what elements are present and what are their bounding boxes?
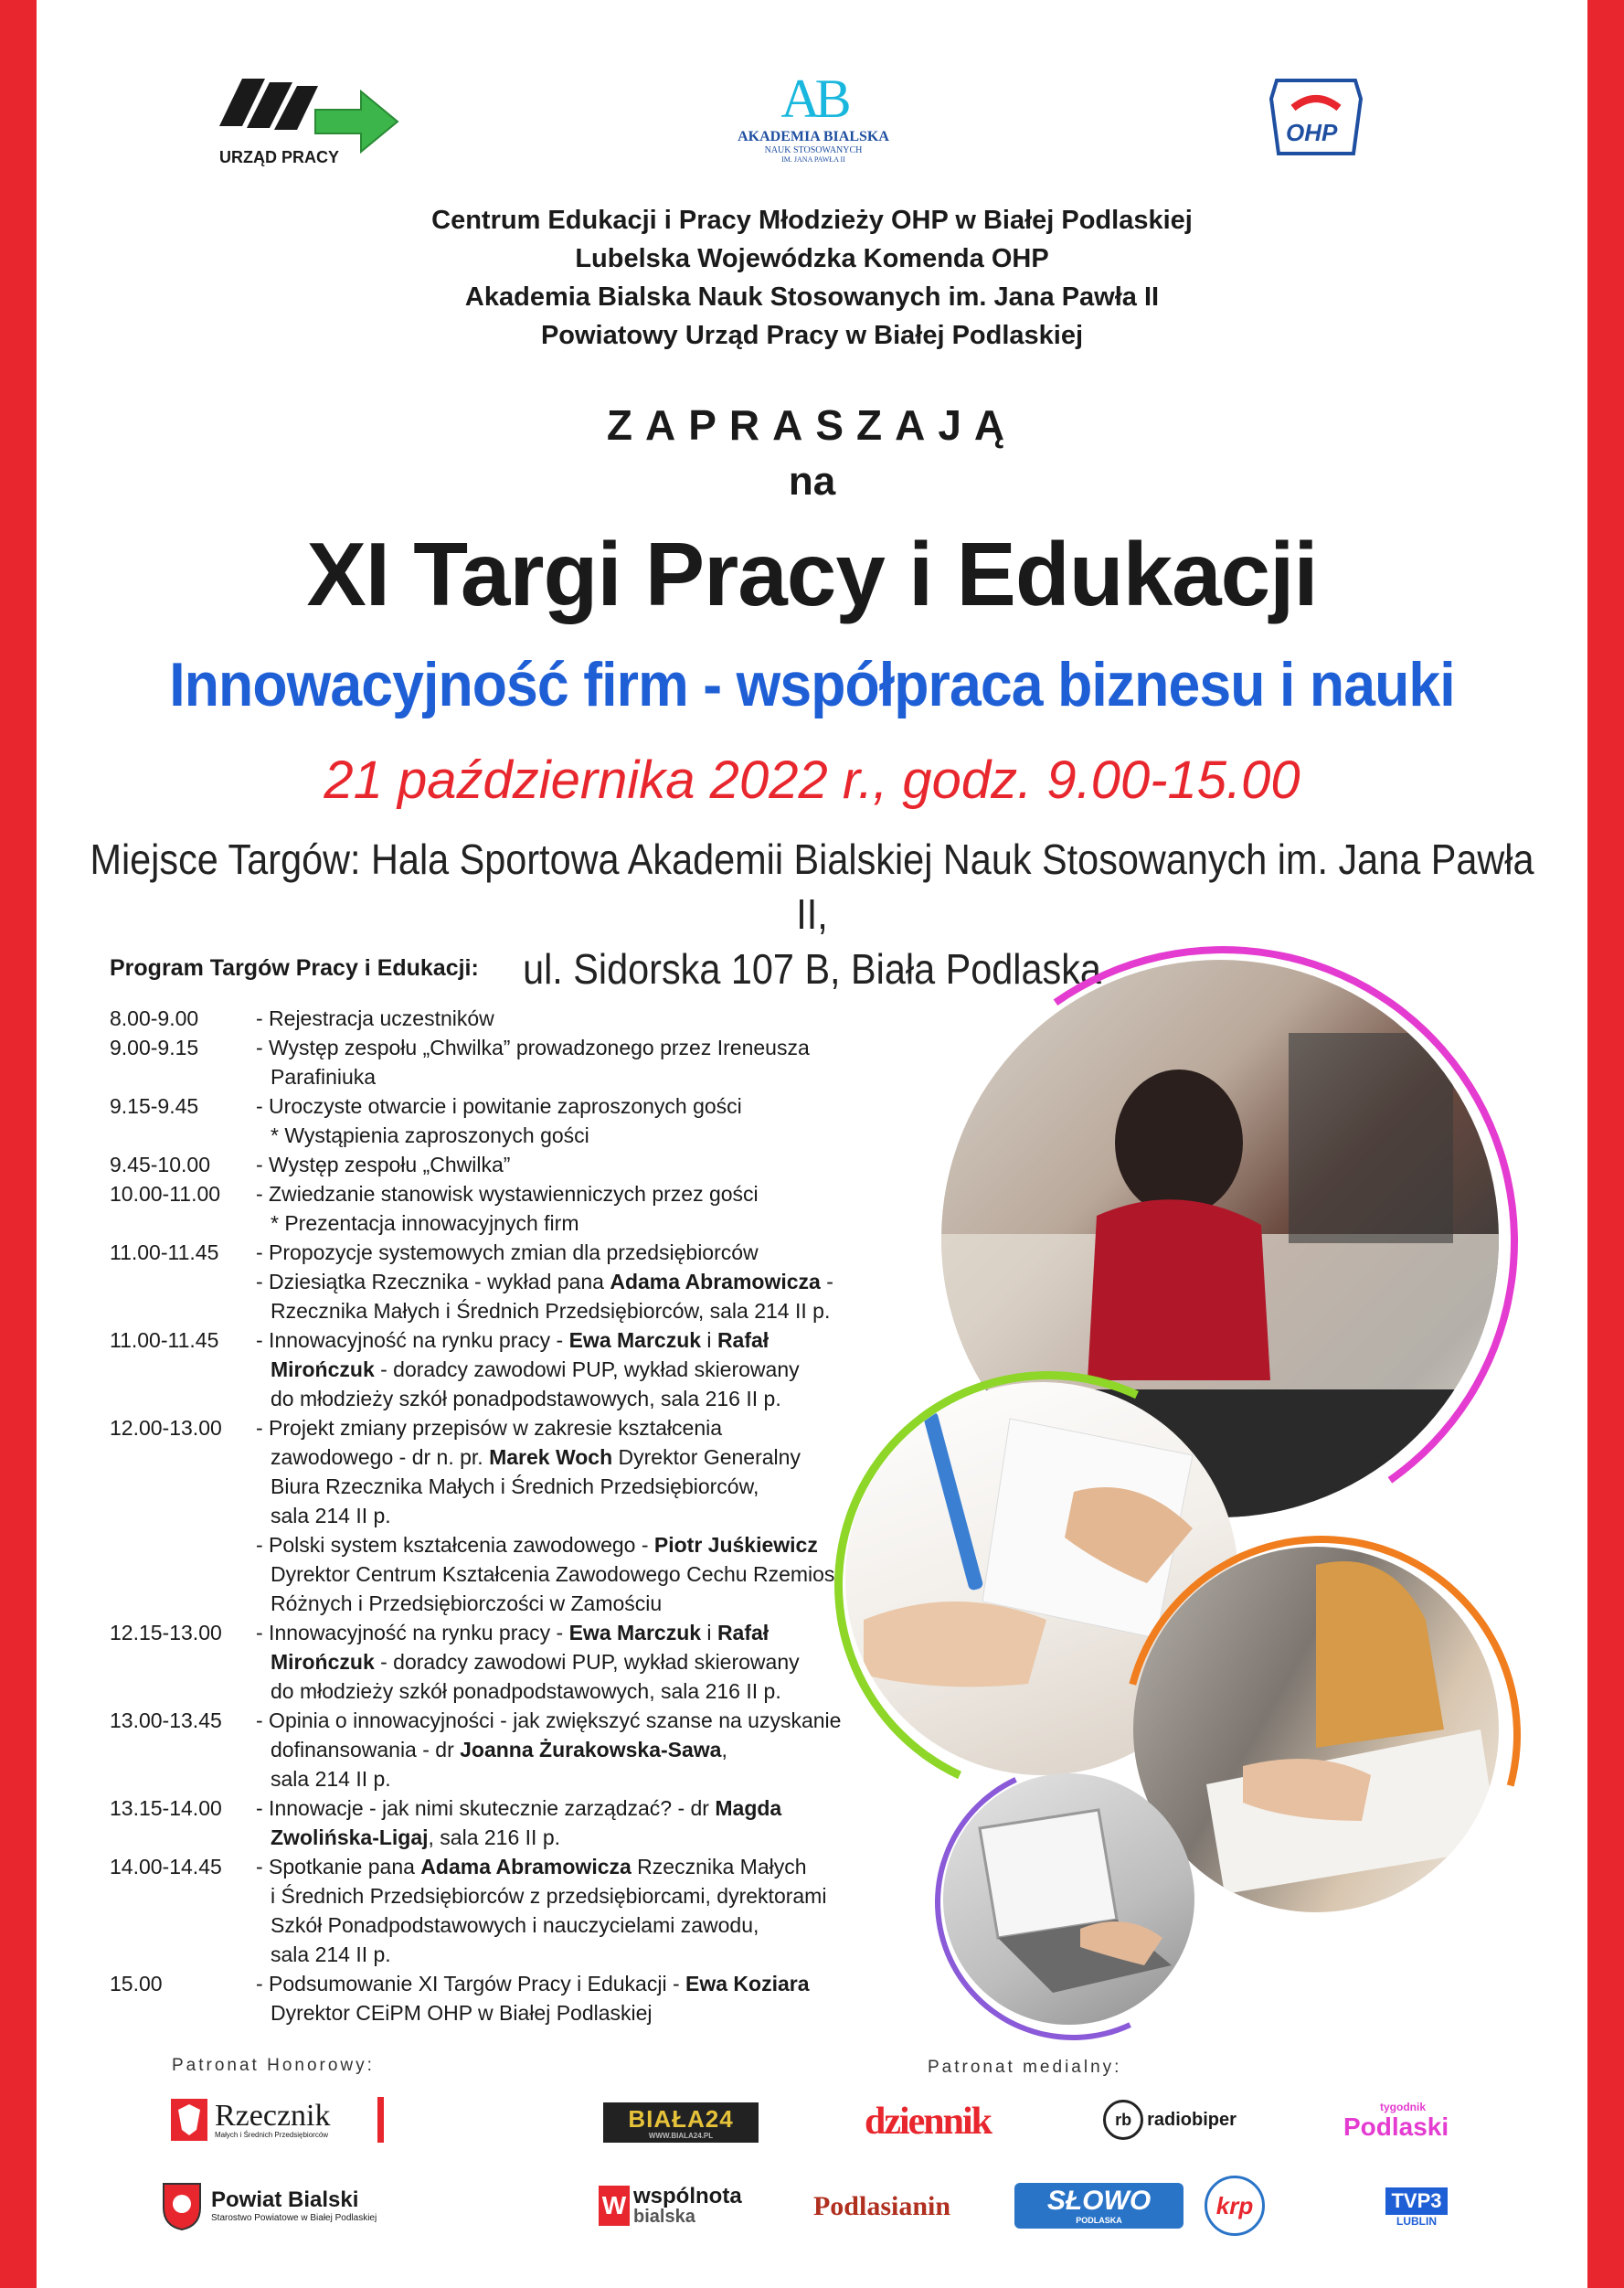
powiat-logo xyxy=(160,2177,407,2234)
program-row xyxy=(110,1413,914,1618)
patron-medialny-label: Patronat medialny: xyxy=(928,2058,1122,2077)
powiat-crest-icon xyxy=(160,2180,204,2231)
akademia-sub2: IM. JANA PAWŁA II xyxy=(781,155,845,164)
program-row xyxy=(110,1004,914,1033)
wspolnota-name: wspólnota xyxy=(633,2184,742,2208)
program-description: - Projekt zmiany przepisów w zakresie kształcenia zawodowego - dr n. pr. Marek Woch Dyrektor Generalny Biura Rzecznika Małych i Średnich Przedsiębiorców, sala 214 II p. - Polski system kształcenia zawodowego - Piotr Juśkiewicz Dyrektor Centrum Kształcenia Zawodowego Cechu Rzemiosł Różnych i Przedsiębiorczości w Zamościu xyxy=(256,1416,840,1615)
radiobiper-mark: rb xyxy=(1103,2100,1143,2140)
photo-laptop xyxy=(943,1773,1194,2025)
program-row xyxy=(110,1969,914,2027)
program-row xyxy=(110,1706,914,1793)
wspolnota-sub: bialska xyxy=(633,2207,695,2227)
program-description: - Występ zespołu „Chwilka” xyxy=(256,1153,511,1176)
ohp-icon xyxy=(1266,71,1366,163)
tvp-sub: LUBLIN xyxy=(1396,2215,1437,2228)
urzad-pracy-logo xyxy=(210,71,402,172)
slowo-podlasia-logo xyxy=(1014,2183,1184,2229)
program-description: - Zwiedzanie stanowisk wystawienniczych przez gości * Prezentacja innowacyjnych firm xyxy=(256,1182,759,1235)
program-row xyxy=(110,1852,914,1969)
rzecznik-logo xyxy=(169,2093,384,2146)
program-time: 8.00-9.00 xyxy=(110,1006,199,1030)
powiat-name: Powiat Bialski xyxy=(211,2187,359,2213)
program-description: - Innowacyjność na rynku pracy - Ewa Marczuk i Rafał Mirończuk - doradcy zawodowi PUP, wykład skierowany do młodzieży szkół ponadpodstawowych, sala 216 II p. xyxy=(256,1328,800,1410)
patron-honorowy-label: Patronat Honorowy: xyxy=(172,2056,375,2075)
podlaski-name: Podlaski xyxy=(1343,2112,1449,2141)
program-row xyxy=(110,1033,914,1091)
program-description: - Rejestracja uczestników xyxy=(256,1006,494,1030)
organizer-4: Powiatowy Urząd Pracy w Białej Podlaskiej xyxy=(540,321,1084,350)
wspolnota-mark: W xyxy=(599,2186,630,2226)
rzecznik-sub: Małych i Średnich Przedsiębiorców xyxy=(215,2131,329,2139)
event-subtitle: Innowacyjność firm - współpraca biznesu i nauki xyxy=(169,650,1455,719)
program-row xyxy=(110,1091,914,1150)
program-description: - Opinia o innowacyjności - jak zwiększyć szanse na uzyskanie dofinansowania - dr Joanna Żurakowska-Sawa, sala 214 II p. xyxy=(256,1708,842,1791)
organizers xyxy=(0,201,1624,355)
program-time: 11.00-11.45 xyxy=(110,1240,219,1264)
organizer-2: Lubelska Wojewódzka Komenda OHP xyxy=(575,244,1049,273)
radiobiper-logo xyxy=(1092,2099,1247,2141)
event-title: XI Targi Pracy i Edukacji xyxy=(306,524,1318,624)
program-row xyxy=(110,1179,914,1238)
program-row xyxy=(110,1325,914,1413)
powiat-sub: Starostwo Powiatowe w Białej Podlaskiej xyxy=(211,2212,377,2223)
program-time: 14.00-14.45 xyxy=(110,1855,222,1878)
slowo-name: SŁOWO xyxy=(1046,2186,1152,2216)
krp-logo: krp xyxy=(1205,2176,1265,2236)
na-word: na xyxy=(788,459,836,504)
program-time: 11.00-11.45 xyxy=(110,1328,219,1352)
event-date: 21 października 2022 r., godz. 9.00-15.00 xyxy=(324,750,1300,810)
program-description: - Innowacje - jak nimi skutecznie zarządzać? - dr Magda Zwolińska-Ligaj, sala 216 II p. xyxy=(256,1796,782,1849)
tvp3-logo xyxy=(1380,2181,1453,2234)
program-heading: Program Targów Pracy i Edukacji: xyxy=(110,955,479,981)
tvp-name: TVP3 xyxy=(1385,2187,1447,2215)
ohp-label: OHP xyxy=(1286,119,1338,146)
akademia-name: AKADEMIA BIALSKA xyxy=(738,129,889,144)
program-time: 12.15-13.00 xyxy=(110,1621,222,1644)
tygodnik-podlaski-logo xyxy=(1343,2095,1462,2146)
akademia-logo xyxy=(722,69,905,174)
podlasianin-logo: Podlasianin xyxy=(812,2191,951,2221)
rzecznik-name: Rzecznik xyxy=(215,2099,331,2133)
program-time: 13.15-14.00 xyxy=(110,1796,222,1820)
program-row xyxy=(110,1238,914,1325)
rzecznik-bar xyxy=(377,2097,384,2143)
organizer-1: Centrum Edukacji i Pracy Młodzieży OHP w Białej Podlaskiej xyxy=(431,206,1193,235)
place-line-1: Miejsce Targów: Hala Sportowa Akademii Bialskiej Nauk Stosowanych im. Jana Pawła II, xyxy=(90,835,1534,938)
organizer-3: Akademia Bialska Nauk Stosowanych im. Jana Pawła II xyxy=(464,282,1160,312)
radiobiper-name: radiobiper xyxy=(1147,2109,1237,2130)
program-description: - Występ zespołu „Chwilka” prowadzonego przez Ireneusza Parafiniuka xyxy=(256,1036,810,1089)
invite-heading: ZAPRASZAJĄ xyxy=(606,401,1018,449)
program-time: 9.00-9.15 xyxy=(110,1036,199,1059)
akademia-mark: AB xyxy=(780,69,846,129)
slowo-sub: PODLASKA xyxy=(1076,2216,1122,2225)
program-time: 12.00-13.00 xyxy=(110,1416,222,1440)
program-time: 9.45-10.00 xyxy=(110,1153,210,1176)
program-time: 15.00 xyxy=(110,1972,163,1995)
program-row xyxy=(110,1150,914,1179)
program-description: - Spotkanie pana Adama Abramowicza Rzecznika Małych i Średnich Przedsiębiorców z przedsiębiorcami, dyrektorami Szkół Ponadpodstawowych i nauczycielami zawodu, sala 214 II p. xyxy=(256,1855,827,1966)
biala24-name: BIAŁA24 xyxy=(628,2104,734,2133)
program-description: - Uroczyste otwarcie i powitanie zaproszonych gości * Wystąpienia zaproszonych gości xyxy=(256,1094,742,1147)
program-description: - Innowacyjność na rynku pracy - Ewa Marczuk i Rafał Mirończuk - doradcy zawodowi PUP, wykład skierowany do młodzieży szkół ponadpodstawowych, sala 216 II p. xyxy=(256,1621,800,1703)
program-row xyxy=(110,1618,914,1706)
program-list xyxy=(110,1004,914,2027)
laptop-photo-icon xyxy=(943,1773,1194,2025)
ohp-logo xyxy=(1266,71,1366,163)
biala24-logo xyxy=(603,2102,759,2143)
urzad-pracy-label: URZĄD PRACY xyxy=(219,148,340,166)
tygodnik-name: tygodnik xyxy=(1380,2101,1426,2113)
program-description: - Propozycje systemowych zmian dla przedsiębiorców - Dziesiątka Rzecznika - wykład pana Adama Abramowicza - Rzecznika Małych i Średnich Przedsiębiorców, sala 214 II p. xyxy=(256,1240,833,1323)
program-description: - Podsumowanie XI Targów Pracy i Edukacji - Ewa Koziara Dyrektor CEiPM OHP w Białej Podlaskiej xyxy=(256,1972,810,2025)
dziennik-logo: dziennik xyxy=(864,2101,992,2143)
biala24-sub: WWW.BIALA24.PL xyxy=(648,2131,714,2140)
program-time: 10.00-11.00 xyxy=(110,1182,221,1206)
wspolnota-logo xyxy=(599,2183,759,2229)
eagle-emblem-icon xyxy=(169,2097,209,2143)
program-time: 9.15-9.45 xyxy=(110,1094,199,1118)
program-row xyxy=(110,1793,914,1852)
place-line-2: ul. Sidorska 107 B, Biała Podlaska xyxy=(523,945,1101,993)
akademia-sub: NAUK STOSOWANYCH xyxy=(764,145,863,155)
program-time: 13.00-13.45 xyxy=(110,1708,222,1732)
